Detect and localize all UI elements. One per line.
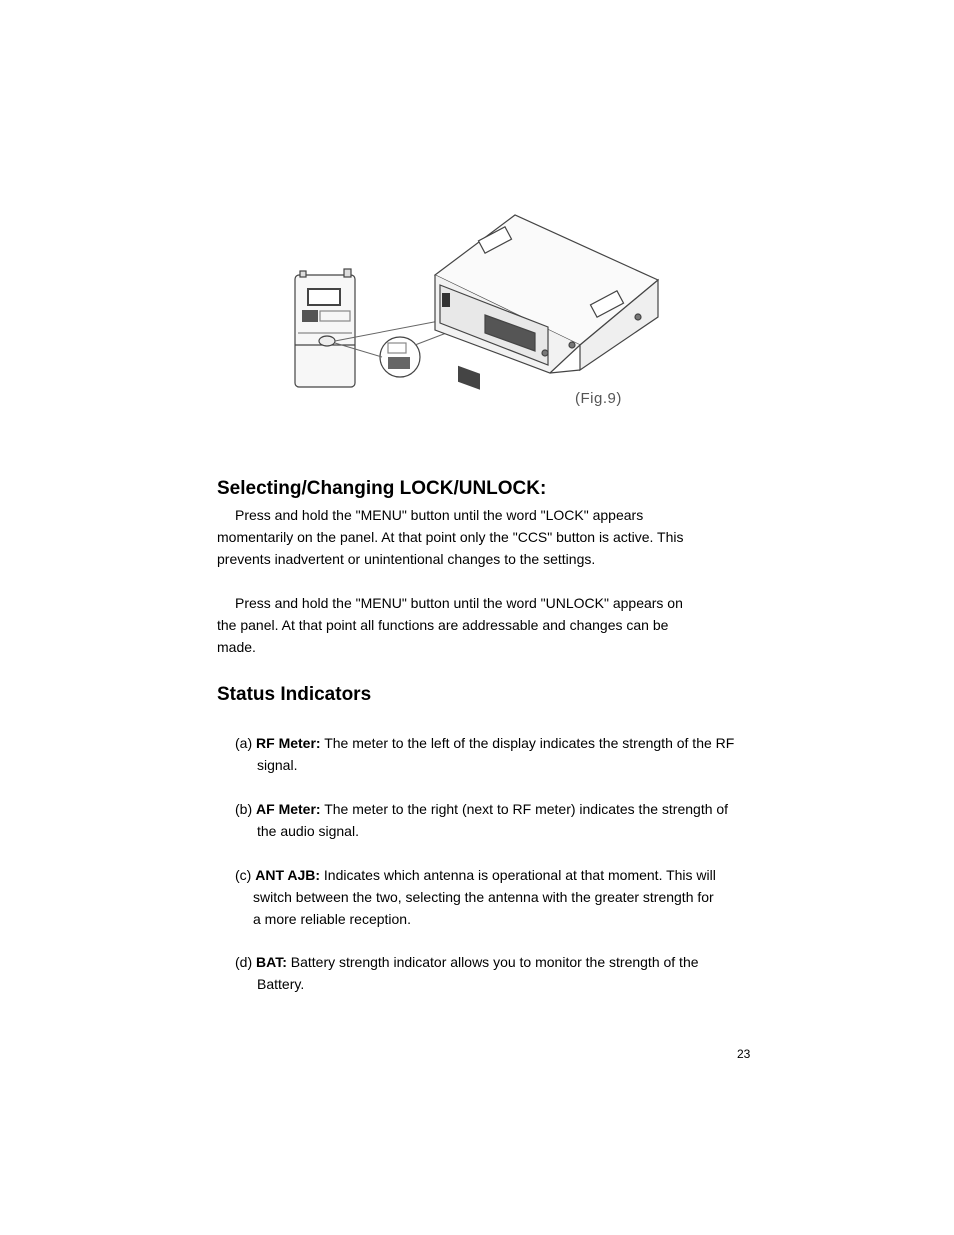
item-text-continued: Battery. — [257, 976, 305, 992]
bodypack-transmitter — [295, 269, 355, 387]
fig-9-illustration — [280, 205, 680, 420]
item-prefix: (a) — [235, 735, 253, 751]
item-term: AF Meter: — [256, 801, 321, 817]
page-number: 23 — [737, 1047, 751, 1061]
section-heading-lock: Selecting/Changing LOCK/UNLOCK: — [217, 478, 547, 499]
item-text-continued: the audio signal. — [257, 823, 359, 839]
text-line: the panel. At that point all functions are addressable and changes can be — [217, 617, 669, 633]
status-item-af-meter — [235, 798, 765, 842]
item-text: The meter to the right (next to RF meter) indicates the strength of — [320, 801, 729, 817]
item-prefix: (b) — [235, 801, 253, 817]
status-item-rf-meter — [235, 732, 765, 776]
item-text-continued: switch between the two, selecting the antenna with the greater strength for — [253, 889, 714, 905]
item-prefix: (d) — [235, 954, 253, 970]
text-line: Press and hold the "MENU" button until the word "UNLOCK" appears on — [235, 595, 683, 611]
item-text: Battery strength indicator allows you to monitor the strength of the — [286, 954, 699, 970]
text-line: momentarily on the panel. At that point only the "CCS" button is active. This — [217, 529, 684, 545]
item-prefix: (c) — [235, 867, 252, 883]
item-term: RF Meter: — [256, 735, 321, 751]
status-item-ant-ajb — [235, 864, 765, 930]
unlock-paragraph — [217, 592, 717, 658]
text-line: Press and hold the "MENU" button until the word "LOCK" appears — [235, 507, 644, 523]
item-term: BAT: — [256, 954, 287, 970]
item-text-continued: a more reliable reception. — [253, 911, 411, 927]
text-line: prevents inadvertent or unintentional changes to the settings. — [217, 551, 596, 567]
status-item-bat — [235, 951, 765, 995]
item-term: ANT AJB: — [255, 867, 321, 883]
receiver-unit — [435, 215, 658, 390]
item-text: The meter to the left of the display indicates the strength of the RF — [320, 735, 735, 751]
lock-paragraph — [217, 504, 717, 570]
item-text-continued: signal. — [257, 757, 298, 773]
text-line: made. — [217, 639, 256, 655]
section-heading-status: Status Indicators — [217, 684, 372, 705]
item-text: Indicates which antenna is operational at that moment. This will — [320, 867, 716, 883]
figure-caption: (Fig.9) — [575, 390, 622, 407]
zoom-detail-circle — [380, 337, 420, 377]
